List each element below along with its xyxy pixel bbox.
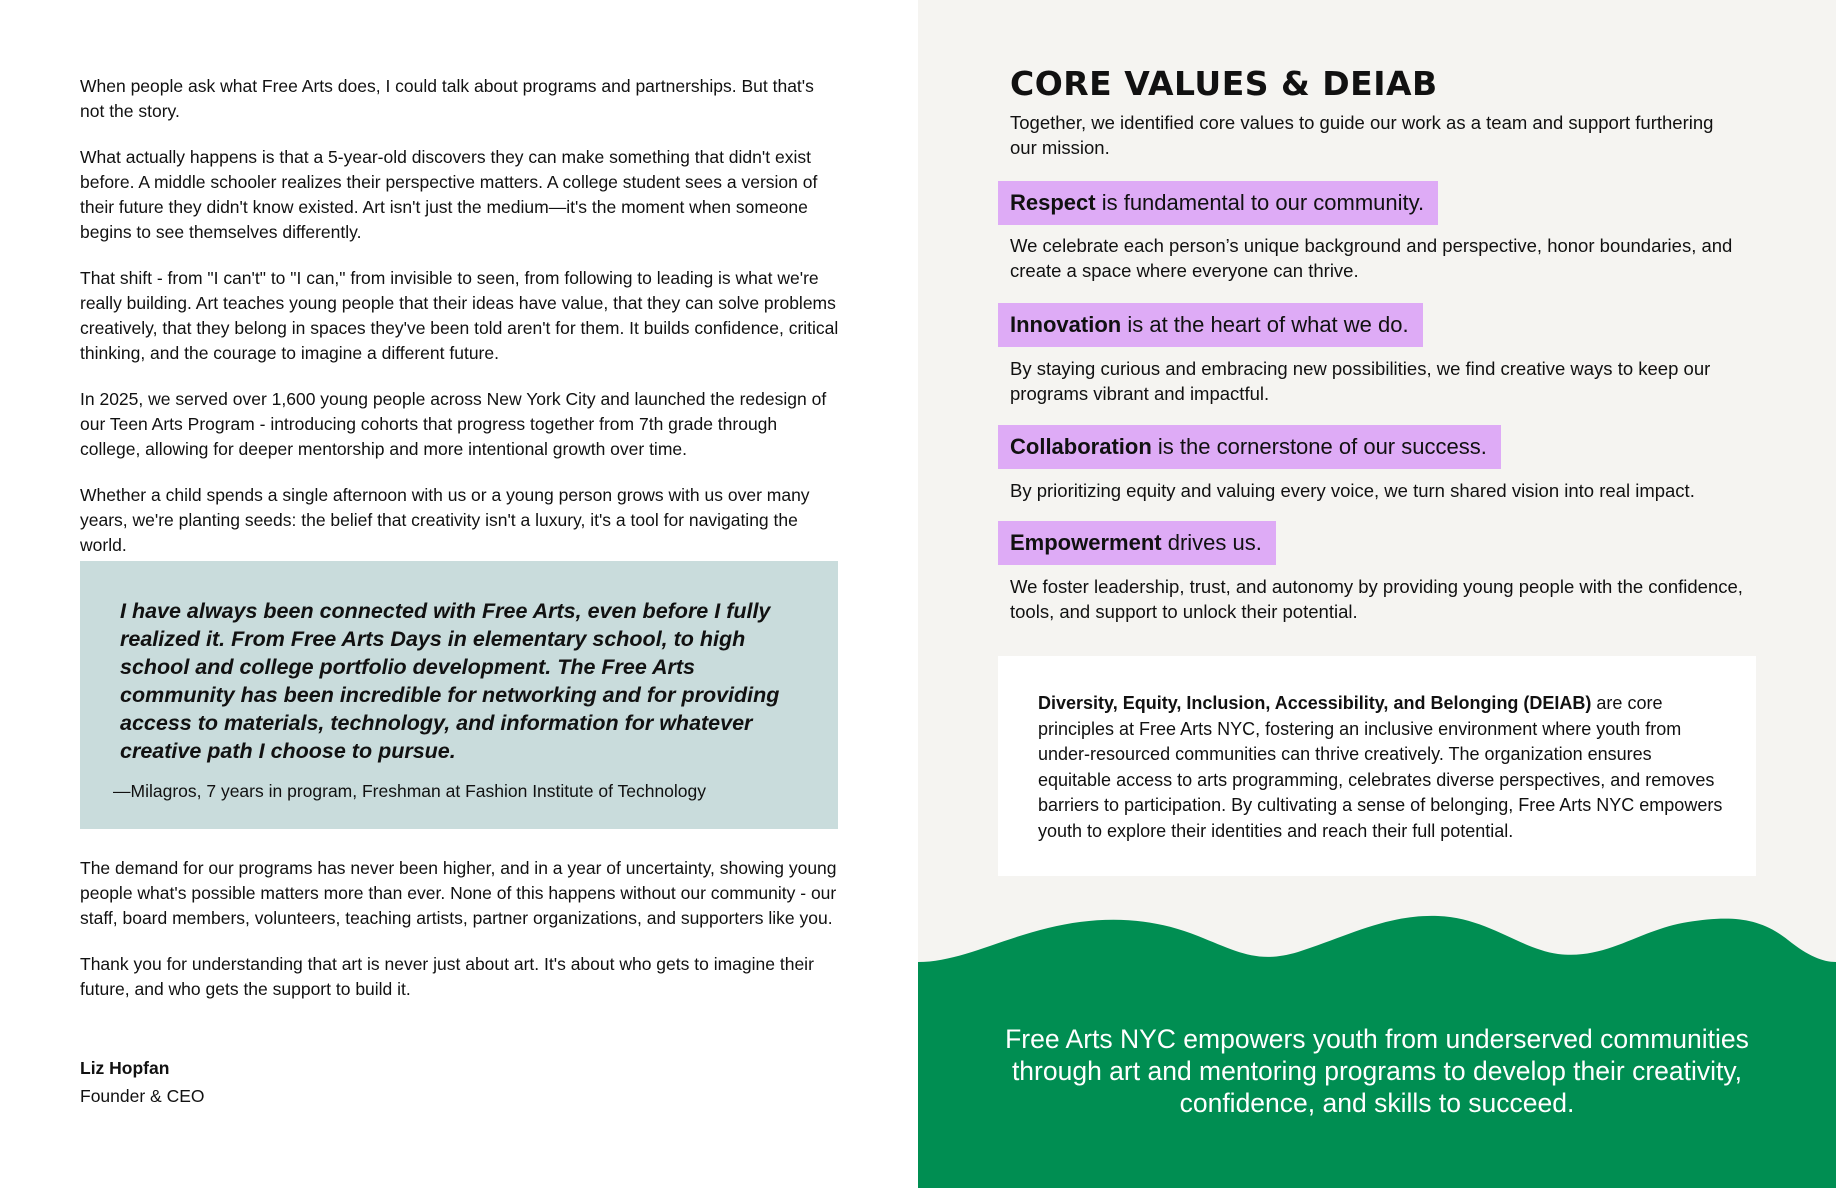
value-phrase: drives us. xyxy=(1161,530,1262,555)
signature-role: Founder & CEO xyxy=(80,1086,205,1106)
value-innovation-label xyxy=(998,303,1423,347)
value-empowerment-label xyxy=(998,521,1276,565)
deiab-statement-box xyxy=(998,656,1756,876)
value-respect-description: We celebrate each person’s unique background and perspective, honor boundaries, and create a space where everyone can thrive. xyxy=(1010,235,1733,281)
letter-paragraph-1: When people ask what Free Arts does, I could talk about programs and partnerships. But that's not the story. xyxy=(80,76,814,121)
value-phrase: is the cornerstone of our success. xyxy=(1151,434,1487,459)
core-values-title: CORE VALUES & DEIAB xyxy=(1010,64,1438,103)
testimonial-attribution: —Milagros, 7 years in program, Freshman at Fashion Institute of Technology xyxy=(113,781,707,801)
letter-closing-paragraph-1: The demand for our programs has never been higher, and in a year of uncertainty, showing young people what's possible matters more than ever. None of this happens without our community - our staff, board members, volunteers, teaching artists, partner organizations, and supporters like you. xyxy=(80,858,837,928)
testimonial-quote-box xyxy=(80,561,838,829)
letter-closing xyxy=(80,856,842,1023)
core-values-intro: Together, we identified core values to guide our work as a team and support furthering our mission. xyxy=(1010,112,1714,158)
letter-body xyxy=(80,74,842,579)
value-phrase: is fundamental to our community. xyxy=(1095,190,1425,215)
deiab-heading: Diversity, Equity, Inclusion, Accessibility, and Belonging (DEIAB) xyxy=(1038,693,1592,713)
value-keyword: Respect xyxy=(1010,190,1096,215)
testimonial-quote-text: I have always been connected with Free Arts, even before I fully realized it. From Free Arts Days in elementary school, to high school and college portfolio development. The Free Arts community has been incredible for networking and for providing access to materials, technology, and information for whatever creative path I choose to pursue. xyxy=(120,599,780,763)
value-keyword: Empowerment xyxy=(1010,530,1162,555)
value-respect-label xyxy=(998,181,1438,225)
letter-paragraph-2: What actually happens is that a 5-year-old discovers they can make something that didn't exist before. A middle schooler realizes their perspective matters. A college student sees a version of their future they didn't know existed. Art isn't just the medium—it's the moment when someone begins to see themselves differently. xyxy=(80,147,818,242)
value-keyword: Collaboration xyxy=(1010,434,1152,459)
signature-name: Liz Hopfan xyxy=(80,1058,170,1078)
letter-closing-paragraph-2: Thank you for understanding that art is never just about art. It's about who gets to imagine their future, and who gets the support to build it. xyxy=(80,954,814,999)
value-phrase: is at the heart of what we do. xyxy=(1121,312,1409,337)
value-innovation-description: By staying curious and embracing new possibilities, we find creative ways to keep our programs vibrant and impactful. xyxy=(1010,358,1711,404)
deiab-text: are core principles at Free Arts NYC, fostering an inclusive environment where youth from under-resourced communities can thrive creatively. The organization ensures equitable access to arts programming, celebrates diverse perspectives, and removes barriers to participation. By cultivating a sense of belonging, Free Arts NYC empowers youth to explore their identities and reach their full potential. xyxy=(1038,693,1723,841)
value-empowerment-description: We foster leadership, trust, and autonomy by providing young people with the confidence, tools, and support to unlock their potential. xyxy=(1010,576,1743,622)
signature xyxy=(80,1054,205,1110)
letter-paragraph-4: In 2025, we served over 1,600 young people across New York City and launched the redesign of our Teen Arts Program - introducing cohorts that progress together from 7th grade through college, allowing for deeper mentorship and more intentional growth over time. xyxy=(80,389,827,459)
value-collaboration-description: By prioritizing equity and valuing every voice, we turn shared vision into real impact. xyxy=(1010,480,1695,501)
value-keyword: Innovation xyxy=(1010,312,1122,337)
letter-paragraph-3: That shift - from "I can't" to "I can," from invisible to seen, from following to leading is what we're really building. Art teaches young people that their ideas have value, that they can solve problems creatively, that they belong in spaces they've been told aren't for them. It builds confidence, critical thinking, and the courage to imagine a different future. xyxy=(80,268,839,363)
right-page xyxy=(918,0,1836,1188)
mission-statement: Free Arts NYC empowers youth from underserved communities through art and mentoring programs to develop their creativity, confidence, and skills to succeed. xyxy=(1005,1024,1749,1118)
value-collaboration-label xyxy=(998,425,1501,469)
letter-paragraph-5: Whether a child spends a single afternoon with us or a young person grows with us over many years, we're planting seeds: the belief that creativity isn't a luxury, it's a tool for navigating the world. xyxy=(80,485,810,555)
